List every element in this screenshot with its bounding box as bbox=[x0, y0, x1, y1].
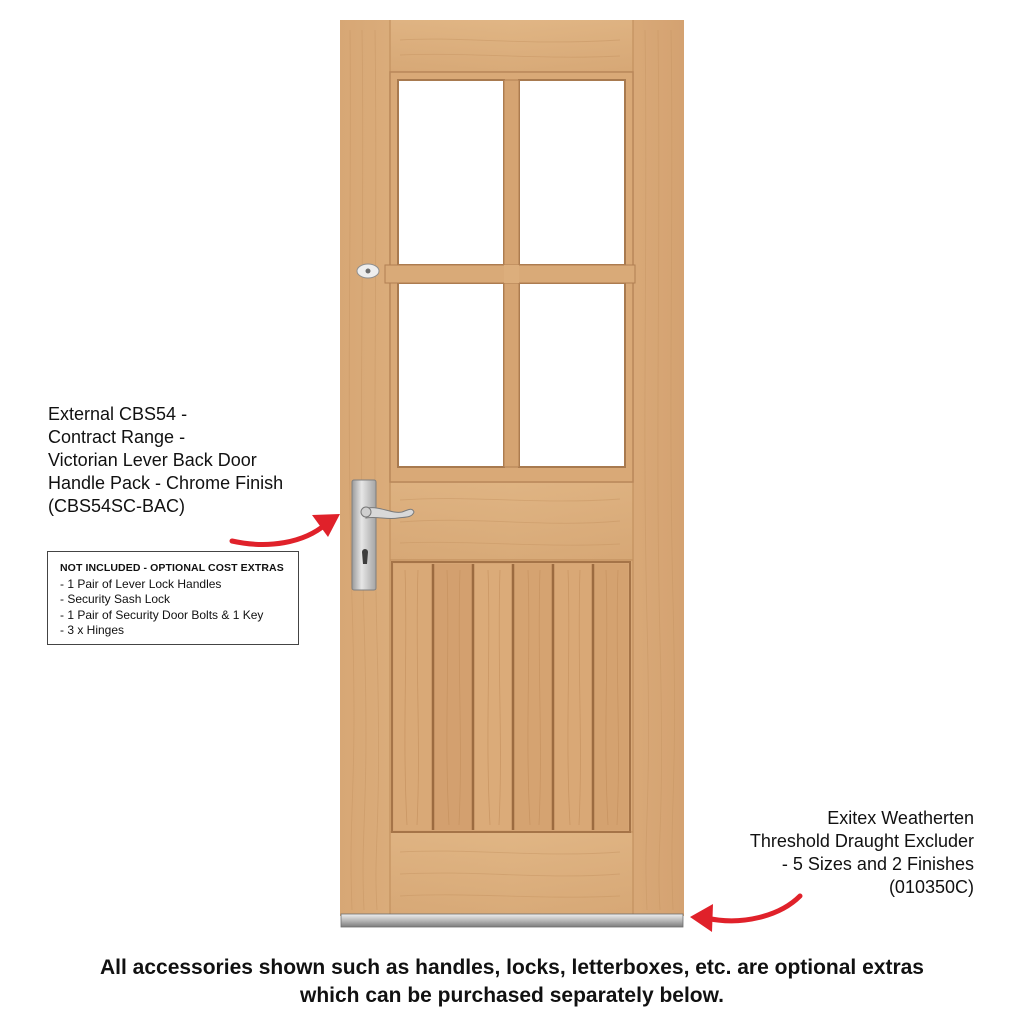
extras-item: - 3 x Hinges bbox=[60, 623, 125, 637]
extras-item: - 1 Pair of Security Door Bolts & 1 Key bbox=[60, 607, 264, 622]
callout-line: (CBS54SC-BAC) bbox=[48, 496, 186, 516]
callout-line: - 5 Sizes and 2 Finishes bbox=[781, 854, 974, 874]
door bbox=[340, 20, 684, 927]
arrow-to-handle-icon bbox=[232, 514, 340, 544]
handle-callout bbox=[48, 403, 283, 518]
disclaimer-line: which can be purchased separately below. bbox=[299, 984, 725, 1007]
callout-line: Contract Range - bbox=[48, 427, 186, 447]
extras-item: - 1 Pair of Lever Lock Handles bbox=[60, 576, 222, 591]
optional-extras-box bbox=[47, 551, 299, 645]
extras-item: - Security Sash Lock bbox=[60, 592, 171, 606]
glass-pane-bottom-left bbox=[398, 283, 504, 467]
glass-pane-top-right bbox=[519, 80, 625, 265]
callout-line: External CBS54 - bbox=[48, 404, 188, 424]
vertical-boards bbox=[394, 564, 628, 830]
disclaimer-line: All accessories shown such as handles, locks, letterboxes, etc. are optional extras bbox=[99, 956, 924, 979]
glass-pane-top-left bbox=[398, 80, 504, 265]
callout-line: (010350C) bbox=[888, 877, 974, 897]
threshold-callout bbox=[750, 807, 974, 899]
callout-line: Handle Pack - Chrome Finish bbox=[48, 473, 284, 493]
callout-line: Threshold Draught Excluder bbox=[749, 831, 974, 851]
threshold-draught-excluder bbox=[341, 914, 683, 927]
arrow-to-threshold-icon bbox=[690, 896, 800, 932]
extras-box-title: NOT INCLUDED - OPTIONAL COST EXTRAS bbox=[60, 562, 284, 574]
accessories-disclaimer bbox=[0, 954, 1024, 1010]
callout-line: Victorian Lever Back Door bbox=[48, 450, 257, 470]
callout-line: Exitex Weatherten bbox=[827, 808, 974, 828]
glass-pane-bottom-right bbox=[519, 283, 625, 467]
spyhole-icon bbox=[357, 264, 379, 278]
